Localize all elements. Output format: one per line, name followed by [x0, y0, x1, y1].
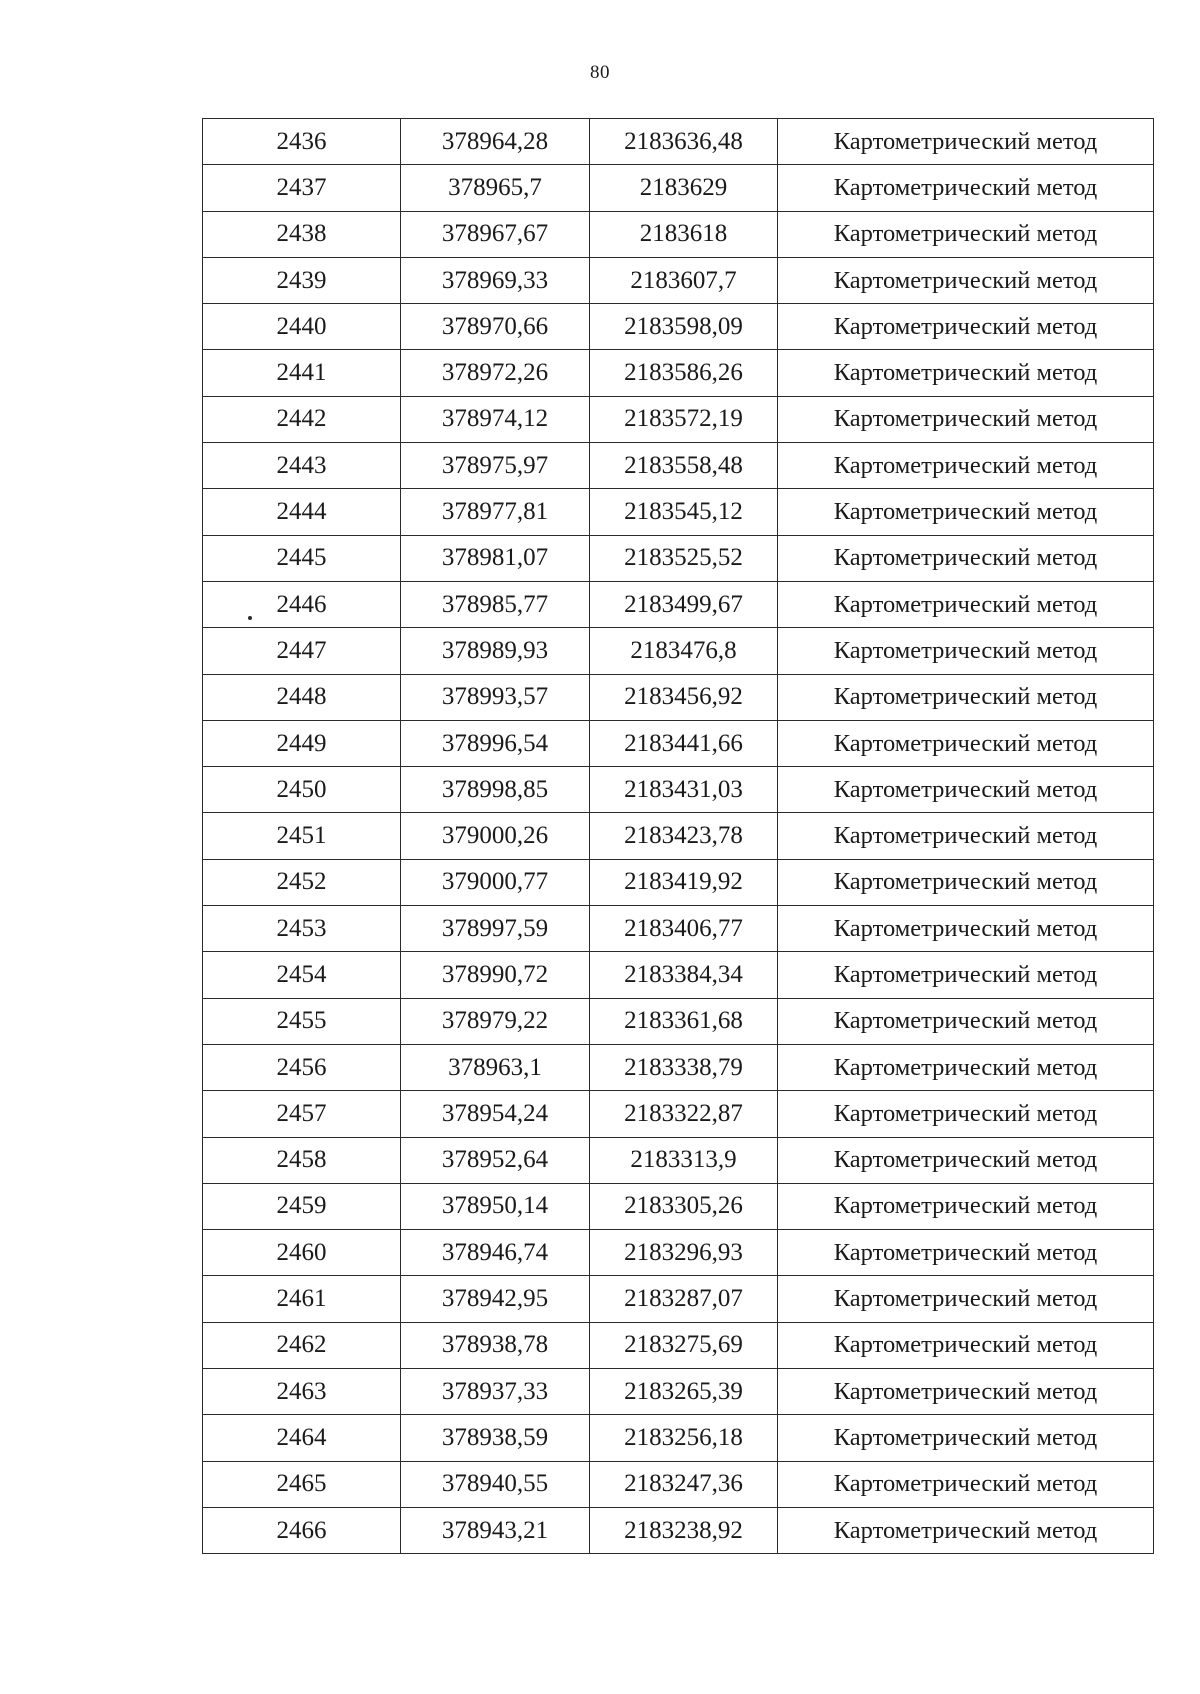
method-cell: Картометрический метод: [778, 1091, 1154, 1137]
table-row: [203, 1415, 1154, 1461]
y-coordinate-cell: 2183423,78: [590, 813, 778, 859]
x-coordinate-cell: 379000,26: [401, 813, 590, 859]
y-coordinate-cell: 2183287,07: [590, 1276, 778, 1322]
method-cell: Картометрический метод: [778, 165, 1154, 211]
y-coordinate-cell: 2183499,67: [590, 581, 778, 627]
y-coordinate-cell: 2183598,09: [590, 304, 778, 350]
table-row: [203, 813, 1154, 859]
table-row: [203, 1461, 1154, 1507]
method-cell: Картометрический метод: [778, 211, 1154, 257]
table-row: [203, 628, 1154, 674]
x-coordinate-cell: 378969,33: [401, 257, 590, 303]
table-row: [203, 1507, 1154, 1553]
y-coordinate-cell: 2183558,48: [590, 443, 778, 489]
point-number-cell: 2443: [203, 443, 401, 489]
x-coordinate-cell: 378989,93: [401, 628, 590, 674]
method-cell: Картометрический метод: [778, 720, 1154, 766]
table-row: [203, 952, 1154, 998]
method-cell: Картометрический метод: [778, 906, 1154, 952]
x-coordinate-cell: 378964,28: [401, 119, 590, 165]
x-coordinate-cell: 378940,55: [401, 1461, 590, 1507]
method-cell: Картометрический метод: [778, 535, 1154, 581]
point-number-cell: 2448: [203, 674, 401, 720]
y-coordinate-cell: 2183275,69: [590, 1322, 778, 1368]
point-number-cell: 2463: [203, 1369, 401, 1415]
method-cell: Картометрический метод: [778, 1276, 1154, 1322]
x-coordinate-cell: 378997,59: [401, 906, 590, 952]
method-cell: Картометрический метод: [778, 813, 1154, 859]
method-cell: Картометрический метод: [778, 674, 1154, 720]
y-coordinate-cell: 2183238,92: [590, 1507, 778, 1553]
point-number-cell: 2459: [203, 1183, 401, 1229]
method-cell: Картометрический метод: [778, 998, 1154, 1044]
table-row: [203, 1230, 1154, 1276]
point-number-cell: 2462: [203, 1322, 401, 1368]
table-row: [203, 1044, 1154, 1090]
method-cell: Картометрический метод: [778, 304, 1154, 350]
point-number-cell: 2440: [203, 304, 401, 350]
y-coordinate-cell: 2183419,92: [590, 859, 778, 905]
method-cell: Картометрический метод: [778, 1322, 1154, 1368]
x-coordinate-cell: 378954,24: [401, 1091, 590, 1137]
table-row: [203, 396, 1154, 442]
point-number-cell: 2445: [203, 535, 401, 581]
table-row: [203, 257, 1154, 303]
table-row: [203, 1322, 1154, 1368]
x-coordinate-cell: 378967,67: [401, 211, 590, 257]
x-coordinate-cell: 378977,81: [401, 489, 590, 535]
x-coordinate-cell: 378965,7: [401, 165, 590, 211]
table-row: [203, 767, 1154, 813]
point-number-cell: 2450: [203, 767, 401, 813]
method-cell: Картометрический метод: [778, 1507, 1154, 1553]
method-cell: Картометрический метод: [778, 628, 1154, 674]
y-coordinate-cell: 2183361,68: [590, 998, 778, 1044]
table-row: [203, 1369, 1154, 1415]
method-cell: Картометрический метод: [778, 1369, 1154, 1415]
method-cell: Картометрический метод: [778, 489, 1154, 535]
point-number-cell: 2441: [203, 350, 401, 396]
table-row: [203, 1091, 1154, 1137]
point-number-cell: 2466: [203, 1507, 401, 1553]
point-number-cell: 2453: [203, 906, 401, 952]
point-number-cell: 2455: [203, 998, 401, 1044]
x-coordinate-cell: 378993,57: [401, 674, 590, 720]
x-coordinate-cell: 378975,97: [401, 443, 590, 489]
point-number-cell: 2461: [203, 1276, 401, 1322]
point-number-cell: 2456: [203, 1044, 401, 1090]
table-row: [203, 859, 1154, 905]
point-number-cell: 2444: [203, 489, 401, 535]
point-number-cell: 2451: [203, 813, 401, 859]
method-cell: Картометрический метод: [778, 257, 1154, 303]
y-coordinate-cell: 2183338,79: [590, 1044, 778, 1090]
y-coordinate-cell: 2183431,03: [590, 767, 778, 813]
method-cell: Картометрический метод: [778, 443, 1154, 489]
y-coordinate-cell: 2183305,26: [590, 1183, 778, 1229]
x-coordinate-cell: 378974,12: [401, 396, 590, 442]
coordinates-table-body: [203, 119, 1154, 1554]
method-cell: Картометрический метод: [778, 767, 1154, 813]
x-coordinate-cell: 378981,07: [401, 535, 590, 581]
point-number-cell: 2460: [203, 1230, 401, 1276]
y-coordinate-cell: 2183265,39: [590, 1369, 778, 1415]
y-coordinate-cell: 2183636,48: [590, 119, 778, 165]
x-coordinate-cell: 378952,64: [401, 1137, 590, 1183]
x-coordinate-cell: 378938,59: [401, 1415, 590, 1461]
y-coordinate-cell: 2183247,36: [590, 1461, 778, 1507]
x-coordinate-cell: 378937,33: [401, 1369, 590, 1415]
point-number-cell: 2452: [203, 859, 401, 905]
point-number-cell: 2457: [203, 1091, 401, 1137]
coordinates-table: [202, 118, 1154, 1554]
point-number-cell: 2449: [203, 720, 401, 766]
y-coordinate-cell: 2183545,12: [590, 489, 778, 535]
table-row: [203, 443, 1154, 489]
table-row: [203, 1276, 1154, 1322]
x-coordinate-cell: 378938,78: [401, 1322, 590, 1368]
scan-artifact-dot: [248, 616, 252, 620]
x-coordinate-cell: 378970,66: [401, 304, 590, 350]
method-cell: Картометрический метод: [778, 581, 1154, 627]
y-coordinate-cell: 2183406,77: [590, 906, 778, 952]
y-coordinate-cell: 2183572,19: [590, 396, 778, 442]
x-coordinate-cell: 378963,1: [401, 1044, 590, 1090]
y-coordinate-cell: 2183525,52: [590, 535, 778, 581]
point-number-cell: 2439: [203, 257, 401, 303]
table-row: [203, 906, 1154, 952]
method-cell: Картометрический метод: [778, 1183, 1154, 1229]
x-coordinate-cell: 378979,22: [401, 998, 590, 1044]
method-cell: Картометрический метод: [778, 859, 1154, 905]
point-number-cell: 2454: [203, 952, 401, 998]
y-coordinate-cell: 2183322,87: [590, 1091, 778, 1137]
table-row: [203, 489, 1154, 535]
x-coordinate-cell: 378946,74: [401, 1230, 590, 1276]
table-row: [203, 674, 1154, 720]
point-number-cell: 2464: [203, 1415, 401, 1461]
table-row: [203, 581, 1154, 627]
table-row: [203, 1183, 1154, 1229]
table-row: [203, 119, 1154, 165]
table-row: [203, 165, 1154, 211]
x-coordinate-cell: 378972,26: [401, 350, 590, 396]
y-coordinate-cell: 2183629: [590, 165, 778, 211]
method-cell: Картометрический метод: [778, 119, 1154, 165]
table-row: [203, 1137, 1154, 1183]
method-cell: Картометрический метод: [778, 1230, 1154, 1276]
point-number-cell: 2438: [203, 211, 401, 257]
method-cell: Картометрический метод: [778, 1461, 1154, 1507]
method-cell: Картометрический метод: [778, 396, 1154, 442]
x-coordinate-cell: 378950,14: [401, 1183, 590, 1229]
point-number-cell: 2447: [203, 628, 401, 674]
method-cell: Картометрический метод: [778, 350, 1154, 396]
x-coordinate-cell: 378942,95: [401, 1276, 590, 1322]
x-coordinate-cell: 379000,77: [401, 859, 590, 905]
y-coordinate-cell: 2183586,26: [590, 350, 778, 396]
point-number-cell: 2437: [203, 165, 401, 211]
table-row: [203, 350, 1154, 396]
point-number-cell: 2442: [203, 396, 401, 442]
table-row: [203, 535, 1154, 581]
y-coordinate-cell: 2183313,9: [590, 1137, 778, 1183]
table-row: [203, 998, 1154, 1044]
method-cell: Картометрический метод: [778, 1415, 1154, 1461]
method-cell: Картометрический метод: [778, 952, 1154, 998]
y-coordinate-cell: 2183456,92: [590, 674, 778, 720]
y-coordinate-cell: 2183256,18: [590, 1415, 778, 1461]
x-coordinate-cell: 378996,54: [401, 720, 590, 766]
page-number: 80: [590, 62, 610, 83]
x-coordinate-cell: 378998,85: [401, 767, 590, 813]
x-coordinate-cell: 378943,21: [401, 1507, 590, 1553]
point-number-cell: 2465: [203, 1461, 401, 1507]
table-row: [203, 211, 1154, 257]
x-coordinate-cell: 378985,77: [401, 581, 590, 627]
y-coordinate-cell: 2183296,93: [590, 1230, 778, 1276]
y-coordinate-cell: 2183607,7: [590, 257, 778, 303]
y-coordinate-cell: 2183384,34: [590, 952, 778, 998]
point-number-cell: 2446: [203, 581, 401, 627]
table-row: [203, 720, 1154, 766]
y-coordinate-cell: 2183441,66: [590, 720, 778, 766]
method-cell: Картометрический метод: [778, 1137, 1154, 1183]
y-coordinate-cell: 2183618: [590, 211, 778, 257]
point-number-cell: 2458: [203, 1137, 401, 1183]
method-cell: Картометрический метод: [778, 1044, 1154, 1090]
x-coordinate-cell: 378990,72: [401, 952, 590, 998]
point-number-cell: 2436: [203, 119, 401, 165]
table-row: [203, 304, 1154, 350]
y-coordinate-cell: 2183476,8: [590, 628, 778, 674]
